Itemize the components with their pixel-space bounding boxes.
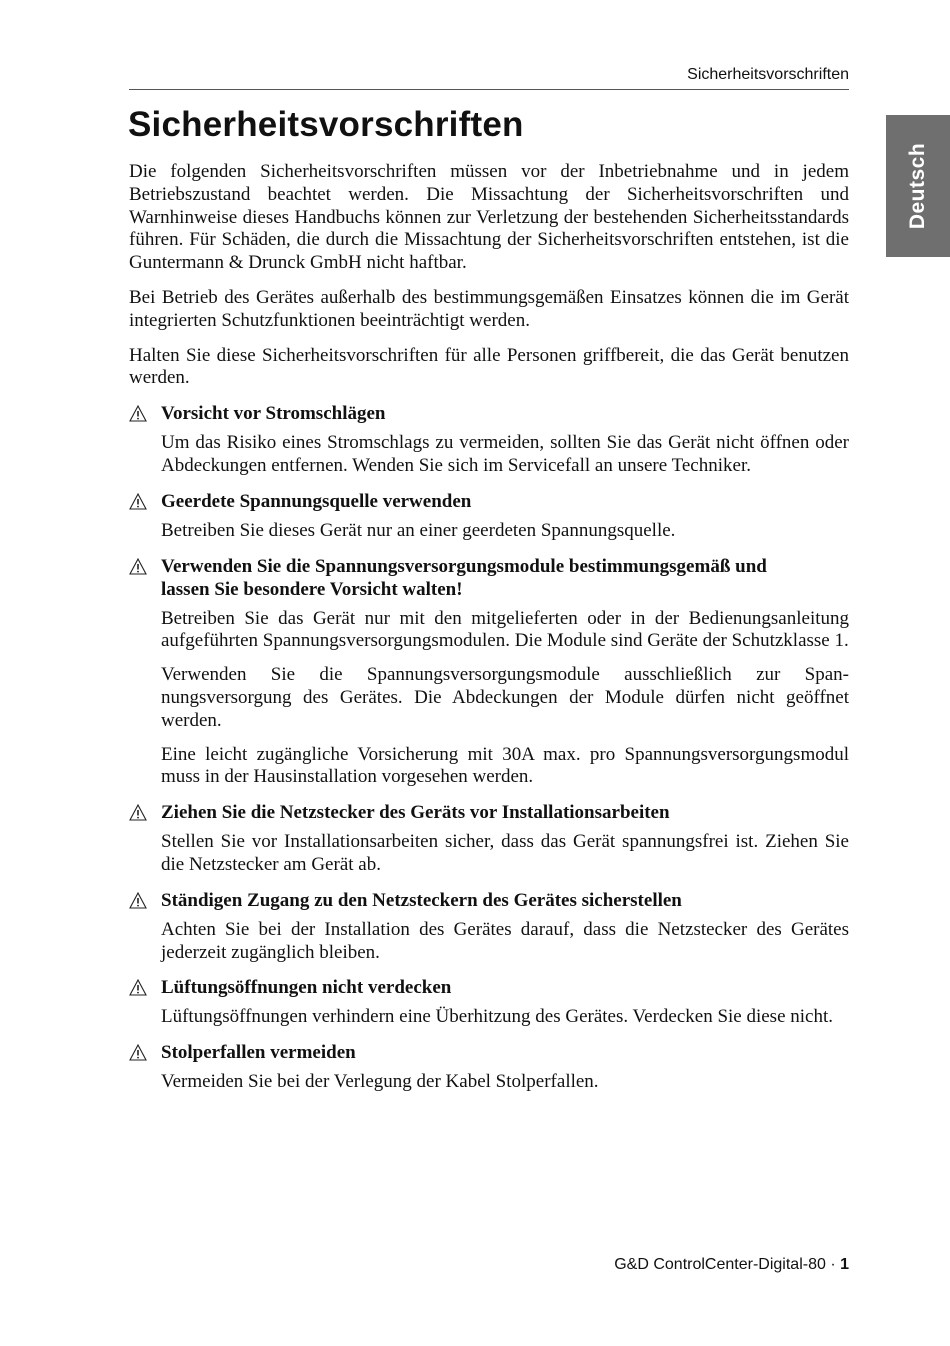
warning-triangle-icon <box>129 804 147 821</box>
warning-power-modules <box>129 555 849 790</box>
warning-triangle-icon <box>129 1044 147 1061</box>
intro-paragraph-1: Die folgenden Sicherheitsvorschriften müssen vor der Inbetriebnahme und in jedem Betriebszustand beachtet werden. Die Missachtung der Sicherheitsvorschriften und Warnhinweise dieses Handbuchs können zur Verletzung der bestehenden Sicherheitsstandards führen. Für Schäden, die durch die Missachtung der Sicherheitsvorschriften entstehen, ist die Guntermann & Drunck GmbH nicht haftbar. <box>129 161 849 274</box>
warning-text: Betreiben Sie dieses Gerät nur an einer geerdeten Spannungsquelle. <box>161 519 676 541</box>
warning-text: Betreiben Sie das Gerät nur mit den mitgelieferten oder in der Bedienungsanleitung aufgeführten Spannungsversorgungsmodulen. Die Module sind Geräte der Schutzklasse 1. <box>161 607 849 652</box>
warning-triangle-icon <box>129 558 147 575</box>
footer-product: G&D ControlCenter-Digital-80 · <box>614 1256 836 1273</box>
warning-text: Eine leicht zugängliche Vorsicherung mit 30A max. pro Spannungsversorgungsmodul muss in der Hausinstallation vorgesehen werden. <box>161 743 849 788</box>
warning-grounded-power <box>129 490 849 543</box>
warning-heading: Ständigen Zugang zu den Netzsteckern des Gerätes sicherstellen <box>129 889 849 912</box>
warning-ventilation <box>129 976 849 1029</box>
warning-heading: Stolperfallen vermeiden <box>129 1041 849 1064</box>
intro-paragraph-3: Halten Sie diese Sicherheitsvorschriften für alle Personen griffbereit, die das Gerät benutzen werden. <box>129 344 849 389</box>
warning-text: Lüftungsöffnungen verhindern eine Überhitzung des Gerätes. Verdecken Sie diese nicht. <box>161 1006 834 1028</box>
warning-triangle-icon <box>129 405 147 422</box>
warning-body <box>129 432 849 478</box>
warning-text: Verwenden Sie die Spannungsversorgungsmodule ausschließlich zur Spannungsversorgung des Gerätes. Die Abdeckungen der Module dürfen nicht geöffnet werden. <box>161 664 849 731</box>
warning-heading: Geerdete Spannungsquelle verwenden <box>129 490 849 513</box>
warning-text: Vermeiden Sie bei der Verlegung der Kabel Stolperfallen. <box>161 1071 599 1093</box>
warning-heading: Ziehen Sie die Netzstecker des Geräts vor Installationsarbeiten <box>129 801 849 824</box>
warning-heading: Lüftungsöffnungen nicht verdecken <box>129 976 849 999</box>
warning-body <box>129 919 849 965</box>
warning-plug-access <box>129 889 849 965</box>
warning-text: Um das Risiko eines Stromschlags zu vermeiden, sollten Sie das Gerät nicht öffnen oder Abdeckungen entfernen. Wenden Sie sich im Servicefall an unsere Techniker. <box>161 432 849 476</box>
warning-body <box>129 1071 849 1094</box>
warning-triangle-icon <box>129 979 147 996</box>
warning-text: Stellen Sie vor Installationsarbeiten sicher, dass das Gerät spannungsfrei ist. Ziehen Sie die Netzstecker am Gerät ab. <box>161 831 849 875</box>
page-number: 1 <box>840 1256 849 1273</box>
page-content <box>129 161 849 1094</box>
page-footer <box>614 1256 849 1274</box>
warning-text: Achten Sie bei der Installation des Gerätes darauf, dass die Netzstecker des Gerätes jederzeit zugänglich bleiben. <box>161 918 849 963</box>
intro-paragraph-2: Bei Betrieb des Gerätes außerhalb des bestimmungsgemäßen Einsatzes können die im Gerät integrierten Schutzfunktionen beeinträchtigt werden. <box>129 286 849 331</box>
running-header <box>129 66 849 90</box>
warning-body <box>129 520 849 543</box>
warning-tripping <box>129 1041 849 1094</box>
language-tab <box>886 115 950 257</box>
warning-body <box>129 1006 849 1029</box>
warning-triangle-icon <box>129 493 147 510</box>
running-header-title: Sicherheitsvorschriften <box>687 66 849 83</box>
warning-heading: Verwenden Sie die Spannungsversorgungsmodule bestimmungsgemäß und lassen Sie besondere Vorsicht walten! <box>129 555 849 601</box>
page-title: Sicherheitsvorschriften <box>128 105 524 144</box>
warning-unplug <box>129 801 849 877</box>
warning-body <box>129 608 849 790</box>
warning-body <box>129 831 849 877</box>
language-tab-label: Deutsch <box>906 142 930 230</box>
warning-electric-shock <box>129 402 849 478</box>
warning-heading: Vorsicht vor Stromschlägen <box>129 402 849 425</box>
warning-triangle-icon <box>129 892 147 909</box>
